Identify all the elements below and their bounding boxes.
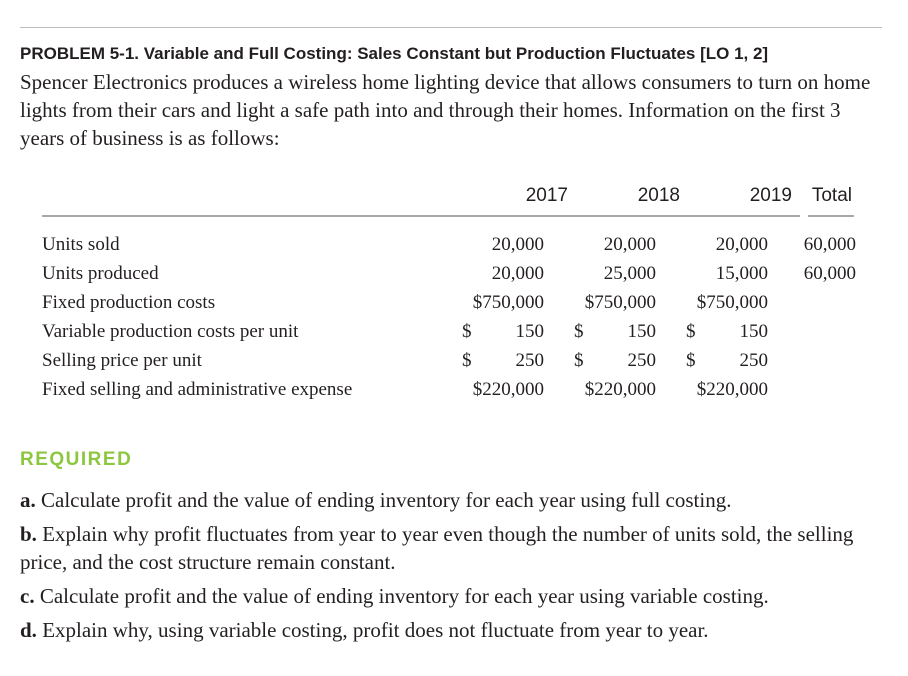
table-cell: 20,000: [603, 234, 656, 255]
list-item: b. Explain why profit fluctuates from year to year even though the number of units sold, the selling price, and the cost structure remain constant.: [20, 522, 854, 574]
row-label: Units produced: [42, 263, 159, 284]
table-cell: $750,000: [584, 292, 656, 313]
column-header-2019: 2019: [749, 185, 792, 206]
table-cell: $750,000: [472, 292, 544, 313]
table-cell: $ 250: [574, 350, 656, 371]
row-label: Selling price per unit: [42, 350, 202, 371]
table-cell: $220,000: [696, 379, 768, 400]
table-cell: 20,000: [715, 234, 768, 255]
table-row: [42, 259, 860, 288]
required-heading: REQUIRED: [20, 449, 133, 470]
table-cell: 20,000: [491, 234, 544, 255]
top-divider: [20, 27, 882, 28]
table-cell: 25,000: [603, 263, 656, 284]
table-cell: $220,000: [584, 379, 656, 400]
table-row: [42, 375, 860, 404]
column-header-2017: 2017: [525, 185, 568, 206]
problem-text: Spencer Electronics produces a wireless home lighting device that allows consumers to turn on home lights from their cars and light a safe path into and through their homes. Information on the first 3 years of business is as follows:: [20, 70, 871, 150]
row-label: Fixed production costs: [42, 292, 216, 313]
problem-block: [20, 40, 888, 152]
header-rule-total: [808, 215, 854, 217]
column-header-2018: 2018: [637, 185, 680, 206]
list-item: a. Calculate profit and the value of ending inventory for each year using full costing.: [20, 488, 732, 512]
table-cell: $ 150: [686, 321, 768, 342]
row-label: Units sold: [42, 234, 120, 255]
table-row: [42, 317, 860, 346]
table-row: [42, 288, 860, 317]
table-cell: $ 250: [686, 350, 768, 371]
column-header-total: Total: [811, 185, 852, 206]
row-label: Fixed selling and administrative expense: [42, 379, 353, 400]
table-row: [42, 230, 860, 259]
table-cell: $220,000: [472, 379, 544, 400]
required-list: [20, 486, 886, 650]
table-cell: 15,000: [715, 263, 768, 284]
table-cell: $ 150: [574, 321, 656, 342]
table-row: [42, 346, 860, 375]
problem-heading: PROBLEM 5-1. Variable and Full Costing: Sales Constant but Production Fluctuates [LO 1, 2]: [20, 44, 769, 63]
table-cell: 20,000: [491, 263, 544, 284]
table-cell: 60,000: [803, 234, 856, 255]
table-cell: $750,000: [696, 292, 768, 313]
table-cell: 60,000: [803, 263, 856, 284]
list-item: d. Explain why, using variable costing, profit does not fluctuate from year to year.: [20, 618, 709, 642]
list-item: c. Calculate profit and the value of ending inventory for each year using variable costing.: [20, 584, 769, 608]
row-label: Variable production costs per unit: [42, 321, 299, 342]
header-rule: [42, 215, 800, 217]
table-cell: $ 150: [462, 321, 544, 342]
table-cell: $ 250: [462, 350, 544, 371]
